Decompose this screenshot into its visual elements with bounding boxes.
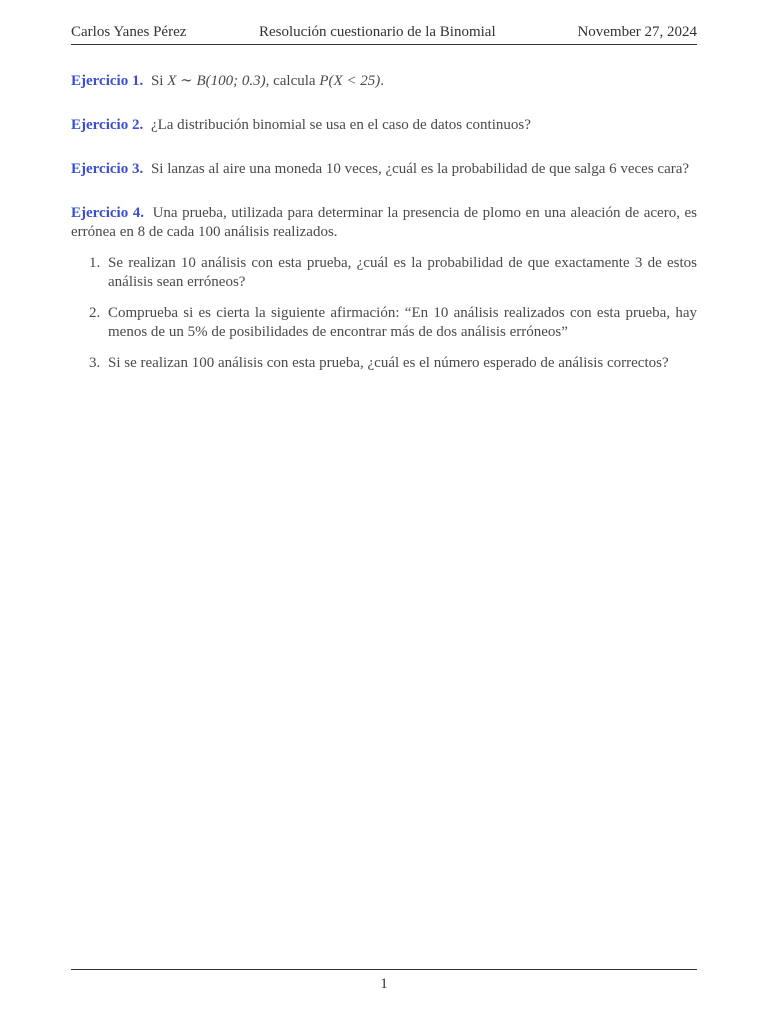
header-title: Resolución cuestionario de la Binomial bbox=[259, 24, 496, 40]
list-item-number: 1. bbox=[89, 255, 101, 271]
header-author: Carlos Yanes Pérez bbox=[71, 24, 187, 40]
exercise-label: Ejercicio 3. bbox=[71, 161, 144, 177]
list-item-text: Comprueba si es cierta la siguiente afirmación: “En 10 análisis realizados con esta prueba, hay menos de un 5% de posibilidades de encontrar más de dos análisis erróneos” bbox=[108, 305, 697, 340]
exercise-statement bbox=[71, 204, 697, 242]
sub-question-list bbox=[71, 254, 697, 373]
exercise-text: . bbox=[380, 73, 385, 89]
list-item bbox=[71, 304, 697, 342]
exercise-2 bbox=[71, 116, 697, 135]
exercise-text: ¿La distribución binomial se usa en el caso de datos continuos? bbox=[150, 117, 531, 133]
footer-divider bbox=[71, 969, 697, 970]
page-number: 1 bbox=[380, 976, 388, 992]
exercise-text: , calcula bbox=[265, 73, 320, 89]
document-page bbox=[71, 0, 697, 1024]
exercise-label: Ejercicio 1. bbox=[71, 73, 144, 89]
page-content bbox=[71, 72, 697, 398]
exercise-label: Ejercicio 4. bbox=[71, 205, 145, 221]
exercise-text: Si lanzas al aire una moneda 10 veces, ¿cuál es la probabilidad de que salga 6 veces cara? bbox=[150, 161, 690, 177]
list-item-text: Se realizan 10 análisis con esta prueba, ¿cuál es la probabilidad de que exactamente 3 de estos análisis sean erróneos? bbox=[108, 255, 697, 290]
exercise-4 bbox=[71, 204, 697, 373]
exercise-text: Una prueba, utilizada para determinar la presencia de plomo en una aleación de acero, es errónea en 8 de cada 100 análisis realizados. bbox=[71, 205, 697, 240]
list-item bbox=[71, 354, 697, 373]
list-item-number: 3. bbox=[89, 355, 101, 371]
exercise-1 bbox=[71, 72, 697, 91]
list-item-text: Si se realizan 100 análisis con esta prueba, ¿cuál es el número esperado de análisis correctos? bbox=[108, 355, 669, 371]
page-header bbox=[71, 22, 697, 45]
exercise-3 bbox=[71, 160, 697, 179]
exercise-label: Ejercicio 2. bbox=[71, 117, 144, 133]
exercise-text: Si bbox=[150, 73, 168, 89]
list-item-number: 2. bbox=[89, 305, 101, 321]
math-expression: X ∼ B(100; 0.3) bbox=[167, 73, 266, 89]
math-expression: P(X < 25) bbox=[319, 73, 381, 89]
list-item bbox=[71, 254, 697, 292]
header-date: November 27, 2024 bbox=[577, 24, 697, 40]
